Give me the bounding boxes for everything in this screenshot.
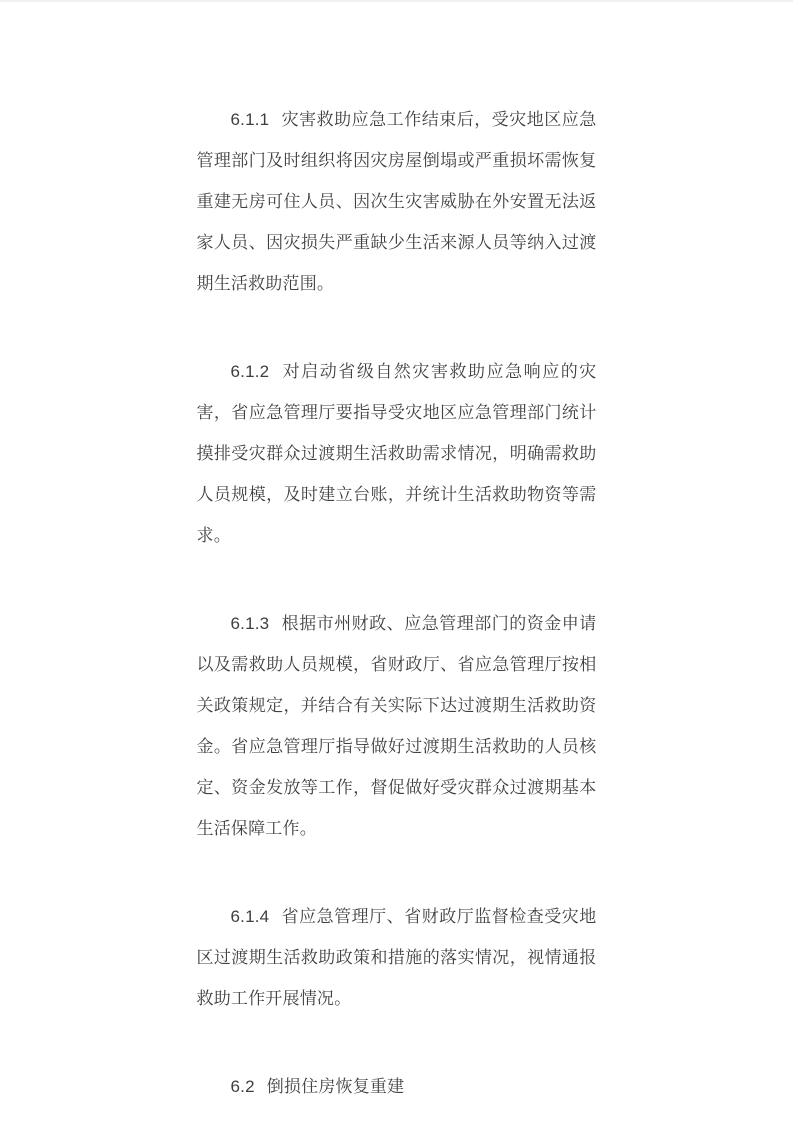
clause-text: 根据市州财政、应急管理部门的资金申请以及需救助人员规模，省财政厅、省应急管理厅按相关政策规定，并结合有关实际下达过渡期生活救助资金。省应急管理厅指导做好过渡期生活救助的人员核定、资金发放等工作，督促做好受灾群众过渡期基本生活保障工作。 bbox=[196, 614, 597, 838]
clause-6-1-2 bbox=[197, 351, 597, 556]
clause-6-1-1 bbox=[197, 99, 597, 304]
clause-6-1-4 bbox=[197, 896, 597, 1019]
document-body bbox=[197, 2, 597, 1107]
clause-text: 灾害救助应急工作结束后，受灾地区应急管理部门及时组织将因灾房屋倒塌或严重损坏需恢复重建无房可住人员、因次生灾害威胁在外安置无法返家人员、因灾损失严重缺少生活来源人员等纳入过渡期生活救助范围。 bbox=[196, 110, 597, 293]
section-heading-6-2 bbox=[197, 1066, 597, 1107]
clause-number: 6.1.1 bbox=[230, 110, 270, 129]
clause-number: 6.1.2 bbox=[230, 362, 270, 381]
section-title: 倒损住房恢复重建 bbox=[266, 1077, 405, 1096]
clause-number: 6.1.4 bbox=[230, 907, 270, 926]
section-number: 6.2 bbox=[230, 1077, 255, 1096]
clause-6-1-3 bbox=[197, 603, 597, 849]
clause-text: 省应急管理厅、省财政厅监督检查受灾地区过渡期生活救助政策和措施的落实情况，视情通报救助工作开展情况。 bbox=[196, 907, 597, 1008]
clause-number: 6.1.3 bbox=[230, 614, 270, 633]
clause-text: 对启动省级自然灾害救助应急响应的灾害，省应急管理厅要指导受灾地区应急管理部门统计摸排受灾群众过渡期生活救助需求情况，明确需救助人员规模，及时建立台账，并统计生活救助物资等需求。 bbox=[196, 362, 597, 545]
